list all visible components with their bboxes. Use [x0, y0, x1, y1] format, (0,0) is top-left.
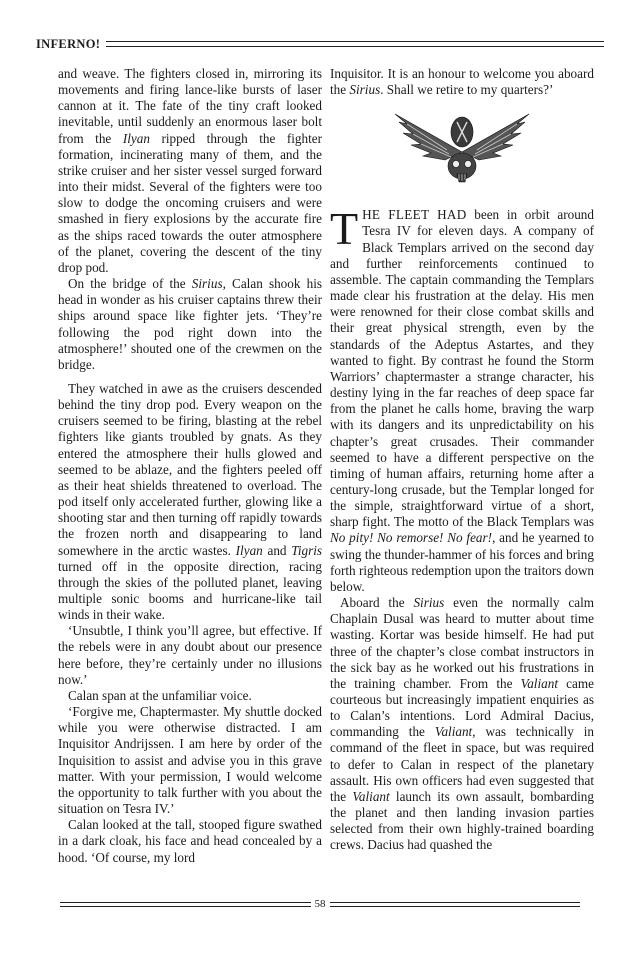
right-column: [330, 66, 594, 854]
footer-rule-left: [60, 902, 311, 907]
paragraph: ‘Forgive me, Chaptermaster. My shuttle docked while you were otherwise distracted. I am Inquisitor Andrijssen. I am here by order of the Inquisition to assist and advise you in this grave matter. With your permission, I would welcome the opportunity to talk further with you about the situation on Tesra IV.’: [58, 704, 322, 817]
header-rule: [106, 41, 604, 47]
page-footer: [60, 896, 580, 912]
paragraph: Aboard the Sirius even the normally calm Chaplain Dusal was heard to mutter about time wasting. Kortar was beside himself. He had put three of the chapter’s close combat instructors in the sick bay as he worked out his frustrations in the training chamber. From the Valiant came courteous but increasingly impatient enquiries as to Calan’s intentions. Lord Admiral Dacius, commanding the Valiant, was technically in command of the fleet in space, but was required to defer to Calan in respect of the planetary assault. His own officers had even suggested that the Valiant launch its own assault, bombarding the planet and then landing invasion parties selected from their own highly-trained boarding crews. Dacius had quashed the: [330, 595, 594, 853]
winged-skull-emblem-icon: [387, 102, 537, 197]
running-header-title: INFERNO!: [36, 36, 101, 51]
page-number: 58: [314, 898, 326, 910]
paragraph: They watched in awe as the cruisers descended behind the tiny drop pod. Every weapon on the cruisers seemed to be firing, blasting at the rebel fighters like giants troubled by gnats. As they entered the atmosphere their hulls glowed and seemed to be ablaze, and the fighters peeled off as their heat shields threatened to overload. The pod itself only accelerated further, glowing like a shooting star and then turning off rapidly towards the frozen north and disappearing to land somewhere in the arctic wastes. Ilyan and Tigris turned off in the opposite direction, racing through the skies of the polluted planet, leaving multiple sonic booms and hurricane-like tail winds in their wake.: [58, 380, 323, 623]
footer-rule-right: [330, 902, 581, 907]
section-opening-paragraph: THE FLEET HAD been in orbit around Tesra IV for eleven days. A company of Black Templars arrived on the second day and further reinforcements continued to assemble. The captain commanding the Templars made clear his frustration at the delay. His men were renowned for their close combat skills and their great physical strength, even by the standards of the Adeptus Astartes, and they wanted to fight. By contrast he found the Storm Warriors’ chaptermaster a strange character, his destiny lying in the far reaches of deep space far from the planet he calls home, braving the warp with its dangers and its unpredictability on his chapter’s great crusades. Their commander seemed to have a different perspective on the timing of human affairs, returning home after a century-long crusade, but the Templar longed for the simple, straightforward virtue of a short, sharp fight. The motto of the Black Templars was No pity! No remorse! No fear!, and he yearned to swing the thunder-hammer of his forces and bring forth righteous redemption upon the traitors down below.: [330, 203, 595, 594]
paragraph: Calan span at the unfamiliar voice.: [68, 687, 252, 703]
paragraph: Calan looked at the tall, stooped figure swathed in a dark cloak, his face and head concealed by a hood. ‘Of course, my lord: [58, 817, 322, 865]
paragraph: and weave. The fighters closed in, mirroring its movements and firing lance-like bursts of laser cannon at it. The fate of the tiny craft looked inevitable, until suddenly an enormous laser bolt from the Ilyan ripped through the fighter formation, incinerating many of them, and the strike cruiser and her sister vessel surged forward into their midst. Several of the fighters were too slow to dodge the oncoming cruisers and were smashed in fiery explosions by the accurate fire as the ships raced towards the outer atmosphere of the planet, covering the descent of the tiny drop pod.: [58, 66, 323, 275]
section-lead-in: HE FLEET HAD: [362, 207, 467, 223]
drop-cap: T: [330, 203, 359, 255]
running-header: [36, 36, 604, 52]
paragraph: Inquisitor. It is an honour to welcome you aboard the Sirius. Shall we retire to my quarters?’: [330, 66, 594, 98]
left-column: [58, 66, 322, 866]
paragraph: On the bridge of the Sirius, Calan shook his head in wonder as his cruiser captains threw their ships around space like fighter jets. ‘They’re following the pod right down into the atmosphere!’ shouted one of the crewmen on the bridge.: [58, 276, 322, 372]
paragraph: ‘Unsubtle, I think you’ll agree, but effective. If the rebels were in any doubt about our presence here before, they’re certainly under no illusions now.’: [58, 623, 322, 687]
